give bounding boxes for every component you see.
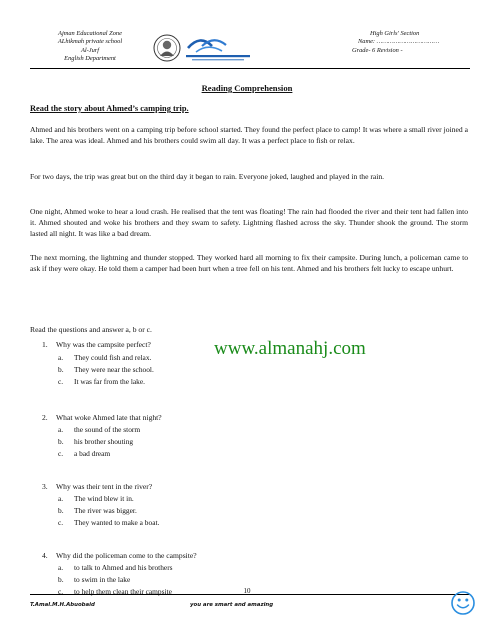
question-3: 3. Why was their tent in the river?: [42, 482, 153, 491]
question-1-text: Why was the campsite perfect?: [56, 340, 151, 349]
question-3-option-c[interactable]: c. They wanted to make a boat.: [58, 518, 160, 527]
question-2-option-c[interactable]: c. a bad dream: [58, 449, 111, 458]
department: English Department: [64, 55, 116, 63]
grade-label: Grade- 6 Revision -: [352, 46, 403, 54]
question-3-option-a[interactable]: a. The wind blew it in.: [58, 494, 134, 503]
emblem-logo: [154, 35, 180, 61]
question-3-option-b[interactable]: b. The river was bigger.: [58, 506, 137, 515]
school-logos: [152, 32, 262, 66]
instructions: Read the questions and answer a, b or c.: [30, 325, 152, 334]
question-4-text: Why did the policeman come to the campsite?: [56, 551, 197, 560]
question-1-option-a[interactable]: a. They could fish and relax.: [58, 353, 152, 362]
story-heading: Read the story about Ahmed’s camping trip.: [30, 104, 189, 113]
question-4-option-b[interactable]: b. to swim in the lake: [58, 575, 131, 584]
question-2: 2. What woke Ahmed late that night?: [42, 413, 162, 422]
section-label: High Girls' Section: [370, 30, 420, 37]
story-paragraph-1: Ahmed and his brothers went on a camping trip before school started. They found the perfect place to camp! It was where a small river joined a lake. The area was ideal. Ahmed and his brothers could swim all day. It was a perfect place to fish or relax.: [30, 125, 468, 145]
question-1: 1. Why was the campsite perfect?: [42, 340, 151, 349]
question-4-option-a[interactable]: a. to talk to Ahmed and his brothers: [58, 563, 173, 572]
page-title: Reading Comprehension: [201, 83, 293, 93]
question-2-text: What woke Ahmed late that night?: [56, 413, 162, 422]
question-1-option-c[interactable]: c. It was far from the lake.: [58, 377, 146, 386]
footer-divider: [30, 594, 470, 595]
motto-text: you are smart and amazing: [190, 602, 274, 608]
header-divider: [30, 68, 470, 69]
school-name: ALhikmah private school: [57, 38, 123, 46]
story-paragraph-4: The next morning, the lightning and thunder stopped. They worked hard all morning to fix their campsite. During lunch, a policeman came to ask if they were okay. He told them a camper had been hurt when a tree fell on his tent. Ahmed and his brothers felt lucky to escape unhurt.: [30, 253, 468, 273]
school-info: [30, 30, 150, 64]
question-3-text: Why was their tent in the river?: [56, 482, 153, 491]
smiley-icon: [450, 590, 476, 616]
question-2-option-b[interactable]: b. his brother shouting: [58, 437, 134, 446]
story-paragraph-3: One night, Ahmed woke to hear a loud crash. He realised that the tent was floating! The rain had flooded the river and their tent had fallen into it. Ahmed shouted and woke his brothers and they swam to safety. Lightning flashed across the sky. Thunder shook the ground. The storm lasted all night. It was like a bad dream.: [30, 207, 468, 238]
student-info: [330, 30, 470, 55]
school-location: Al-Jurf: [80, 46, 100, 54]
author-name: T.Amal.M.H.Abuobaid: [30, 602, 95, 608]
ministry-logo: [186, 40, 250, 60]
story-paragraph-2: For two days, the trip was great but on the third day it began to rain. Everyone joked, laughed and played in the rain.: [30, 172, 385, 181]
website-watermark: www.almanahj.com: [214, 338, 366, 359]
question-1-option-b[interactable]: b. They were near the school.: [58, 365, 154, 374]
name-field[interactable]: Name: ……………………………: [358, 38, 440, 46]
question-4: 4. Why did the policeman come to the campsite?: [42, 551, 197, 560]
school-zone: Ajman Educational Zone: [58, 30, 122, 37]
page-number: 10: [243, 587, 251, 595]
question-4-option-c[interactable]: c. to help them clean their campsite: [58, 587, 172, 596]
question-2-option-a[interactable]: a. the sound of the storm: [58, 425, 141, 434]
